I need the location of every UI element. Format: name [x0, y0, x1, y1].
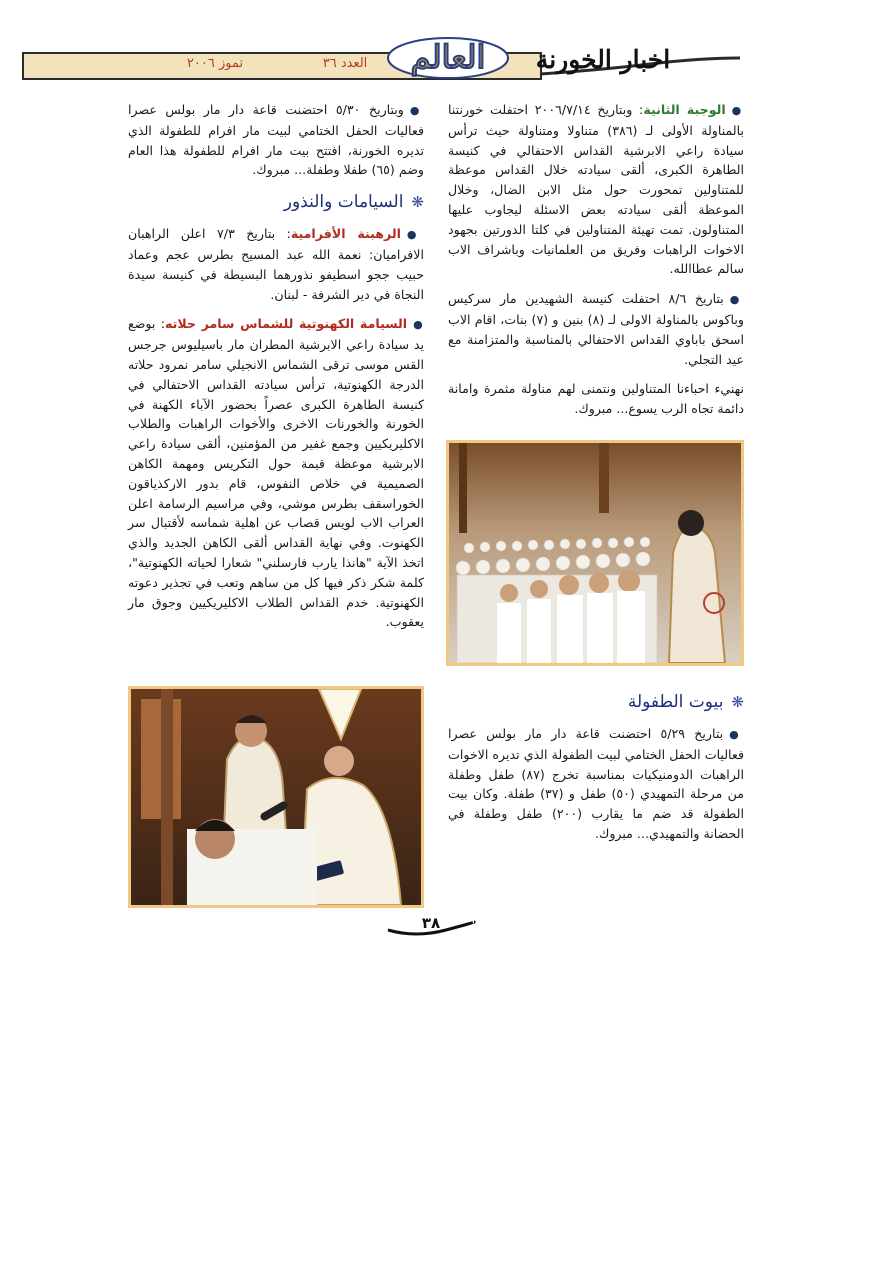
- article-afram-monks: [128, 224, 424, 304]
- paragraph-text: نهنيء احباءنا المتناولين ونتمنى لهم مناولة مثمرة وامانة دائمة تجاه الرب يسوع... مبروك.: [448, 381, 744, 417]
- bullet-icon: ●: [406, 228, 424, 242]
- paragraph-text: بتاريخ ٨/٦ احتفلت كنيسة الشهيدين مار سركيس وباكوس بالمناولة الاولى لـ (٨) بنين و (٧) بنات، اقام الاب اسحق باباوي القداس الاحتفالي بالمناسبة والمتزامنة مع عيد التجلي.: [448, 291, 744, 367]
- paragraph-text: : بتاريخ ٧/٣ اعلن الراهبان الافراميان: نعمة الله عبد المسيح بطرس عجم وعماد حبيب ججو اسطيفو نذورهما البسيطة في كنيسة سيدة النجاة في دير الشرفة - لبنان.: [128, 226, 424, 302]
- snowflake-icon: ❋: [411, 193, 424, 212]
- paragraph-label: الوجبة الثانية: [643, 102, 726, 117]
- logo-text: العالم: [410, 38, 486, 76]
- paragraph-text: بتاريخ ٥/٢٩ احتضنت قاعة دار مار بولس عصرا فعاليات الحفل الختامي لبيت الطفولة الذي تديره الاخوات الراهبات الدومنيكيات بمناسبة تخرج (٨٧) طفل وطفلة من مرحلة التمهيدي (٥٠) طفل و (٣٧) طفلة. وكان بيت الطفولة قد ضم ما يقارب (٢٠٠) طفل وطفلة في الحضانة والتمهيدي... مبروك.: [448, 726, 745, 841]
- paragraph-label: الرهبنة الأفرامية: [290, 226, 401, 242]
- right-column-lower: [448, 682, 744, 854]
- article-priestly-ordination: [128, 314, 424, 632]
- bullet-icon: ●: [729, 728, 744, 741]
- bullet-icon: ●: [731, 104, 744, 117]
- magazine-logo: [384, 34, 512, 80]
- snowflake-icon: ❋: [731, 693, 744, 711]
- photo-first-communion: [446, 440, 744, 666]
- section-heading-text: السيامات والنذور: [283, 192, 404, 213]
- paragraph-text: : وبتاريخ ٢٠٠٦/٧/١٤ احتفلت خورنتنا بالمناولة الأولى لـ (٣٨٦) متناولا ومتناولة حيث ترأس سيادة راعي الابرشية القداس الاحتفالي في كنيسة الطاهرة الكبرى، ألقى سيادته خلال القداس موعظة للمتناولين تمحورت حول مثل الابن الضال، وخلال الموعظة ألقى سيادته بعض الاسئلة ليجاوب عليها المتناولون. تمت تهيئة المتناولين في كلتا الدورتين بجهود الاخوات الراهبات وفريق من العلمانيات وباشراف الاب سالم عطاالله.: [448, 102, 744, 277]
- section-heading-childhood-homes: [448, 690, 744, 714]
- left-column: [128, 100, 424, 642]
- header-issue-number: العدد ٣٦: [322, 56, 368, 71]
- bullet-icon: ●: [409, 104, 424, 117]
- header-date: تموز ٢٠٠٦: [186, 56, 244, 71]
- paragraph-label: السيامة الكهنوتية للشماس سامر حلاته: [164, 316, 408, 332]
- communion-photo-illustration: [449, 443, 741, 663]
- photo-ordination: [128, 686, 424, 908]
- paragraph-text: وبتاريخ ٥/٣٠ احتضنت قاعة دار مار بولس عصرا فعاليات الحفل الختامي لبيت مار افرام للطفولة الذي تديره الخورنة، افتتح بيت مار افرام للطفولة هذا العام وضم (٦٥) طفلا وطفلة... مبروك.: [128, 102, 424, 178]
- article-childhood-home: [448, 724, 744, 844]
- section-heading-ordinations: [128, 190, 424, 214]
- article-second-communion: [448, 100, 744, 279]
- ordination-photo-illustration: [131, 689, 421, 905]
- bullet-icon: ●: [729, 293, 744, 307]
- page-number-text: ٣٨: [421, 914, 441, 932]
- right-column: [448, 100, 744, 429]
- article-martyrs-church: [448, 289, 744, 369]
- article-mar-afram-childhood: [128, 100, 424, 180]
- section-heading-text: بيوت الطفولة: [627, 692, 724, 712]
- section-title: اخبار الخورنة: [535, 45, 671, 74]
- article-congratulations: [448, 379, 744, 419]
- paragraph-text: : بوضع يد سيادة راعي الابرشية المطران مار باسيليوس جرجس القس موسى ترقى الشماس الانجيلي سامر نمرود حلاته الدرجة الكهنوتية، ترأس سيادته القداس الاحتفالي في كنيسة الطاهرة الكبرى عصراً بحضور الآباء الكهنة في الخورنة والخورنات الاخرى والأخوات الراهبات والطلاب الاكليريكيين وجمع غفير من المؤمنين، ألقى سيادة راعي الابرشية موعظة قيمة حول التكريس ومهمة الكاهن الصميمية في خلاص النفوس، قام بدور الاركذياقون الخوراسقف بطرس موشي، وفي مراسيم الرسامة اعلن العراب الاب لويس قصاب عن اهلية شماسه لأقتبال سر الكهنوت. وفي نهاية القداس ألقى الكاهن الجديد والذي اتخذ الآية "هانذا يارب فارسلني" شعارا لحياته الكهنوتية"، كلمة شكر ذكر فيها كل من ساهم وتعب في تجذير دعوته الكهنوتية. خدم القداس الطلاب الاكليريكيين وجوق مار يعقوب.: [128, 316, 424, 630]
- bullet-icon: ●: [413, 318, 424, 332]
- page-number: [386, 908, 476, 938]
